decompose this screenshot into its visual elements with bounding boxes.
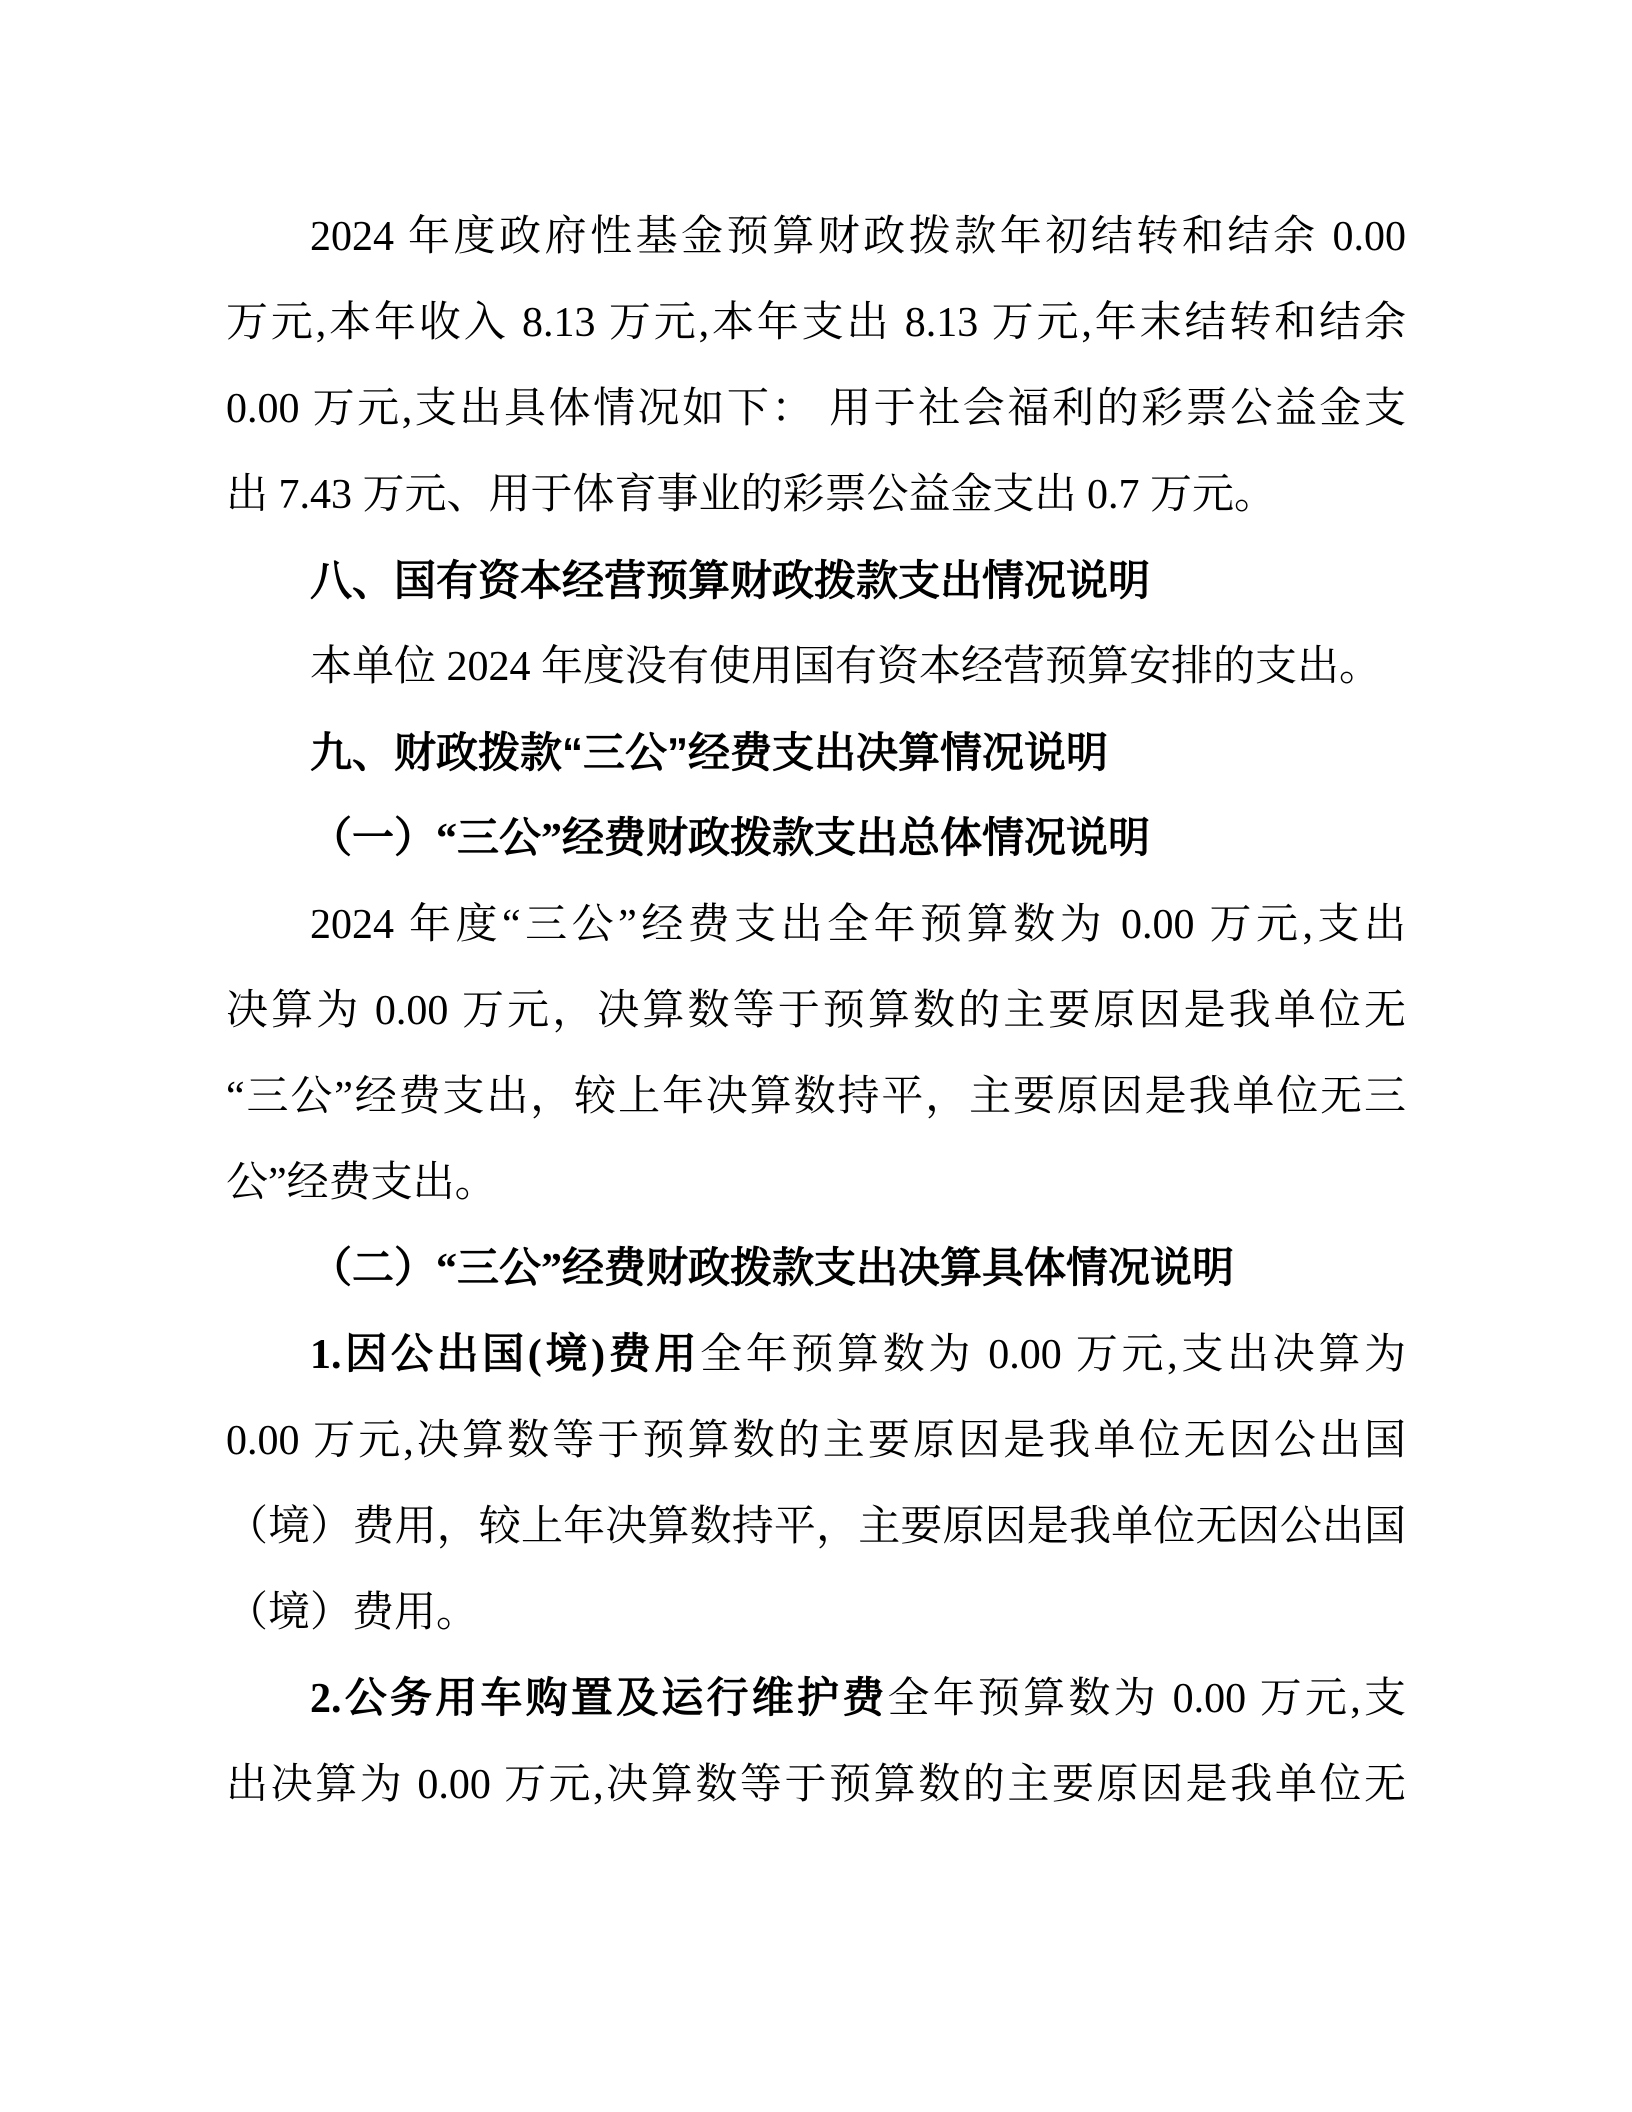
text-line: （一）“三公”经费财政拨款支出总体情况说明 bbox=[310, 816, 1151, 862]
text-line: 2024 年度政府性基金预算财政拨款年初结转和结余 0.00 bbox=[310, 214, 1406, 260]
bold-lead-text: 1.因公出国(境)费用 bbox=[310, 1332, 701, 1378]
text-line: 0.00 万元,支出具体情况如下： 用于社会福利的彩票公益金支 bbox=[226, 386, 1406, 432]
text-line: “三公”经费支出，较上年决算数持平，主要原因是我单位无三 bbox=[226, 1074, 1406, 1120]
text-line: 八、国有资本经营预算财政拨款支出情况说明 bbox=[310, 557, 1151, 604]
document-lines bbox=[226, 194, 1406, 1828]
text-line: 2024 年度“三公”经费支出全年预算数为 0.00 万元,支出 bbox=[310, 902, 1406, 948]
text-line: 万元,本年收入 8.13 万元,本年支出 8.13 万元,年末结转和结余 bbox=[226, 300, 1406, 346]
text-line: 九、财政拨款“三公”经费支出决算情况说明 bbox=[310, 729, 1109, 776]
text-line: 1.因公出国(境)费用全年预算数为 0.00 万元,支出决算为 bbox=[310, 1332, 1406, 1378]
text-line: 公”经费支出。 bbox=[226, 1160, 497, 1206]
text-line: （境）费用。 bbox=[226, 1590, 479, 1636]
bold-lead-text: 2.公务用车购置及运行维护费 bbox=[310, 1676, 888, 1722]
text-line: 本单位 2024 年度没有使用国有资本经营预算安排的支出。 bbox=[310, 644, 1382, 690]
text-line: 出 7.43 万元、用于体育事业的彩票公益金支出 0.7 万元。 bbox=[226, 472, 1277, 518]
text-line: 决算为 0.00 万元，决算数等于预算数的主要原因是我单位无 bbox=[226, 988, 1406, 1034]
text-line: 出决算为 0.00 万元,决算数等于预算数的主要原因是我单位无 bbox=[226, 1762, 1406, 1808]
text-line: （二）“三公”经费财政拨款支出决算具体情况说明 bbox=[310, 1246, 1235, 1292]
text-line: 0.00 万元,决算数等于预算数的主要原因是我单位无因公出国 bbox=[226, 1418, 1406, 1464]
text-line: 2.公务用车购置及运行维护费全年预算数为 0.00 万元,支 bbox=[310, 1676, 1406, 1722]
text-line: （境）费用，较上年决算数持平，主要原因是我单位无因公出国 bbox=[226, 1504, 1406, 1550]
